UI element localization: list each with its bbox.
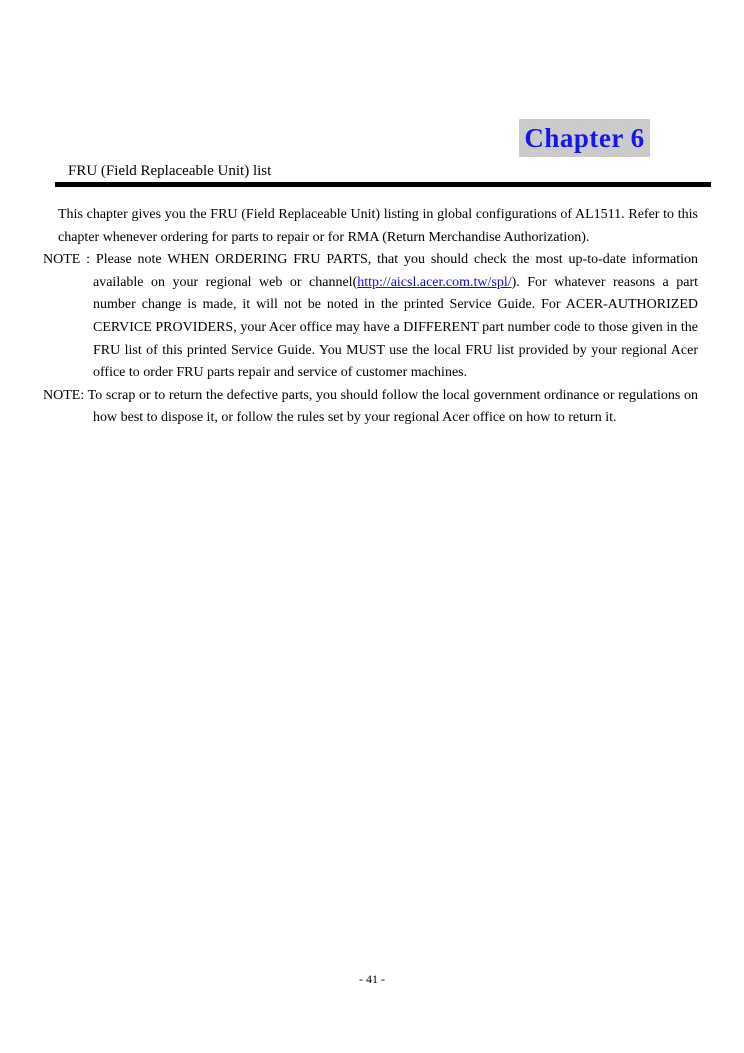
horizontal-rule xyxy=(55,182,711,187)
body-content xyxy=(43,204,698,430)
fru-channel-link[interactable]: http://aicsl.acer.com.tw/spl/ xyxy=(357,274,512,290)
intro-paragraph: This chapter gives you the FRU (Field Replaceable Unit) listing in global configurations of AL1511. Refer to this chapter whenever ordering for parts to repair or for RMA (Return Merchandise Authorization). xyxy=(58,207,698,245)
section-title: FRU (Field Replaceable Unit) list xyxy=(68,163,272,179)
chapter-heading: Chapter 6 xyxy=(519,119,650,157)
note-text-before-link: Please note WHEN ORDERING FRU PARTS, that you should check the most up-to-date information available on your regional web or channel( xyxy=(90,252,699,290)
page-number: - 41 - xyxy=(359,972,385,986)
note-text-after-link: ). For whatever reasons a part number change is made, it will not be noted in the printed Service Guide. For ACER-AUTHORIZED CERVICE PROVIDERS, your Acer office may have a DIFFERENT part number code to those given in the FRU list of this printed Service Guide. You MUST use the local FRU list provided by your regional Acer office to order FRU parts repair and service of customer machines. xyxy=(93,274,698,381)
note-label: NOTE : xyxy=(43,252,91,268)
note-label: NOTE: xyxy=(43,387,85,403)
note-ordering-paragraph xyxy=(43,249,698,385)
note-text: To scrap or to return the defective parts, you should follow the local government ordinance or regulations on how best to dispose it, or follow the rules set by your regional Acer office on how to return it. xyxy=(84,387,698,426)
note-disposal-paragraph xyxy=(43,385,698,430)
